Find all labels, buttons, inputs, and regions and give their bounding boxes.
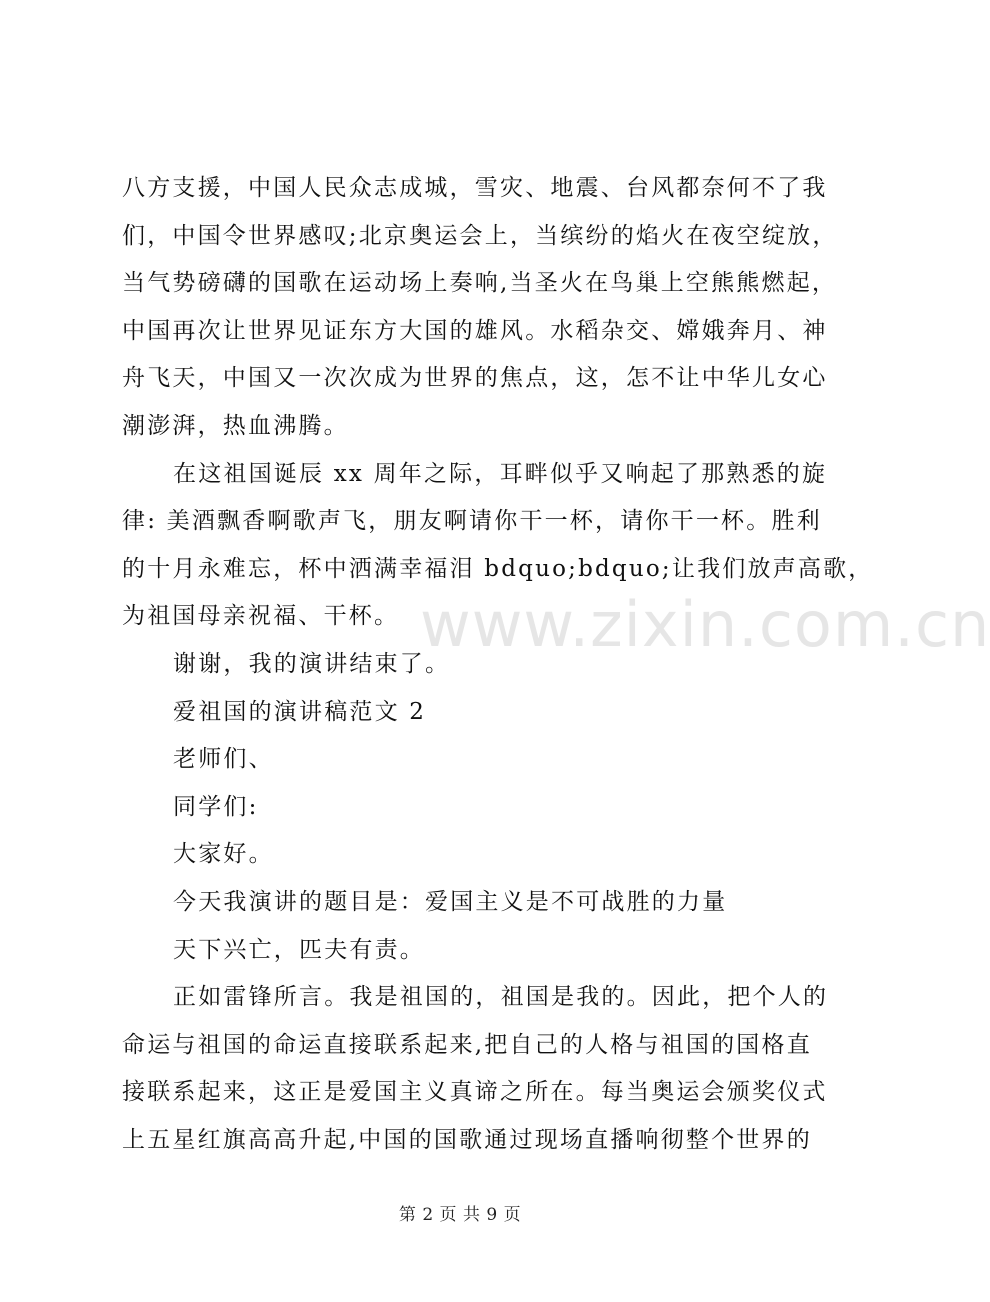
body-line: 中国再次让世界见证东方大国的雄风。水稻杂交、嫦娥奔月、神: [122, 317, 828, 344]
greeting-line: 大家好。: [173, 841, 274, 868]
body-line: 为祖国母亲祝福、干杯。: [122, 603, 400, 630]
body-line: 潮澎湃，热血沸腾。: [122, 412, 349, 439]
body-line: 律: 美酒飘香啊歌声飞，朋友啊请你干一杯，请你干一杯。胜利: [122, 508, 822, 535]
body-line: 命运与祖国的命运直接联系起来,把自己的人格与祖国的国格直: [122, 1031, 812, 1058]
paragraph-first-line: 正如雷锋所言。我是祖国的，祖国是我的。因此，把个人的: [173, 984, 829, 1011]
salutation-teachers: 老师们、: [173, 746, 274, 773]
quote-line: 天下兴亡，匹夫有责。: [173, 936, 425, 963]
paragraph-first-line: 在这祖国诞辰 xx 周年之际，耳畔似乎又响起了那熟悉的旋: [173, 460, 828, 487]
section-title: 爱祖国的演讲稿范文 2: [173, 698, 427, 725]
page-footer: 第 2 页 共 9 页: [398, 1205, 522, 1225]
closing-line: 谢谢，我的演讲结束了。: [173, 650, 451, 677]
watermark: www.zixin.com.cn: [420, 588, 990, 661]
body-line: 们，中国令世界感叹;北京奥运会上，当缤纷的焰火在夜空绽放，: [122, 222, 838, 249]
body-line: 的十月永难忘，杯中洒满幸福泪 bdquo;bdquo;让我们放声高歌，: [122, 555, 874, 582]
body-line: 上五星红旗高高升起,中国的国歌通过现场直播响彻整个世界的: [122, 1126, 812, 1153]
speech-topic-line: 今天我演讲的题目是：爱国主义是不可战胜的力量: [173, 888, 728, 915]
body-line: 接联系起来，这正是爱国主义真谛之所在。每当奥运会颁奖仪式: [122, 1079, 828, 1106]
document-body: [122, 165, 874, 1164]
body-line: 当气势磅礴的国歌在运动场上奏响,当圣火在鸟巢上空熊熊燃起，: [122, 270, 838, 297]
salutation-students: 同学们:: [173, 793, 259, 820]
body-line: 舟飞天，中国又一次次成为世界的焦点，这，怎不让中华儿女心: [122, 365, 828, 392]
body-line: 八方支援，中国人民众志成城，雪灾、地震、台风都奈何不了我: [122, 175, 828, 201]
